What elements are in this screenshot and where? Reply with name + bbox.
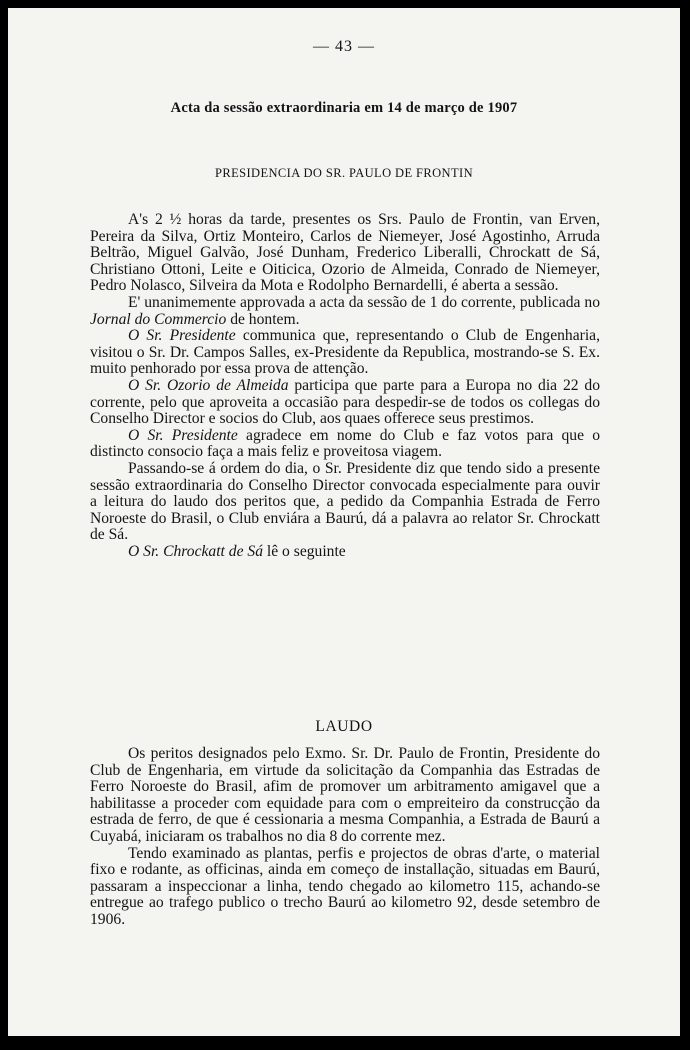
paragraph-president-thanks — [90, 428, 600, 461]
laudo-paragraph: Os peritos designados pelo Exmo. Sr. Dr. Paulo de Frontin, Presidente do Club de Engenharia, em virtude da solicitação da Companhia das Estradas de Ferro Noroeste do Brasil, afim de promover um arbitramento amigavel que a habilitasse a proceder com equidade para com o empreiteiro da construcção da estrada de ferro, de que é cessionaria a mesma Companhia, a Estrada de Baurú a Cuyabá, iniciaram os trabalhos no dia 8 do corrente mez. — [90, 745, 600, 845]
speaker-name: O Sr. Presidente — [128, 327, 236, 345]
paragraph-text: de hontem. — [226, 310, 300, 328]
paragraph-text: participa que parte para a Europa no dia 22 do corrente, pelo que aproveita a occasião para despedir-se de todos os collegas do Conselho Director e socios do Club, aos quaes offerece seus prestimos. — [90, 376, 601, 428]
document-page — [8, 8, 680, 1036]
paragraph-text: lê o seguinte — [263, 542, 346, 560]
paragraph-order-of-day — [90, 461, 600, 544]
paragraph-attendance — [90, 212, 600, 295]
session-title: Acta da sessão extraordinaria em 14 de março de 1907 — [170, 100, 518, 116]
paragraph-text: communica que, representando o Club de Engenharia, visitou o Sr. Dr. Campos Salles, ex-Presidente da Republica, mostrando-se S. Ex. muito penhorado por essa prova de attenção. — [90, 327, 600, 378]
laudo-paragraph: Tendo examinado as plantas, perfis e projectos de obras d'arte, o material fixo e rodante, as officinas, ainda em começo de installação, situadas em Baurú, passaram a inspeccionar a linha, tendo chegado ao kilometro 115, achando-se entregue ao trafego publico o trecho Baurú ao kilometro 92, desde setembro de 1906. — [90, 844, 600, 928]
paragraph-text: E' unanimemente approvada a acta da sessão de 1 do corrente, publicada no — [128, 293, 600, 311]
speaker-name: O Sr. Presidente — [128, 426, 238, 444]
page-number: — 43 — — [313, 38, 375, 55]
speaker-name: O Sr. Ozorio de Almeida — [128, 376, 289, 394]
paragraph-approval — [90, 295, 600, 328]
laudo-heading: LAUDO — [315, 718, 373, 735]
laudo-body — [90, 746, 600, 929]
paragraph-text: agradece em nome do Club e faz votos para que o distincto consocio faça a mais feliz e proveitosa viagem. — [90, 426, 600, 461]
presidency-heading: PRESIDENCIA DO SR. PAULO DE FRONTIN — [214, 166, 473, 180]
paragraph-chrockatt — [90, 544, 600, 561]
newspaper-name: Jornal do Commercio — [90, 310, 227, 328]
speaker-name: O Sr. Chrockatt de Sá — [128, 542, 263, 560]
paragraph-president-communication — [90, 328, 600, 378]
paragraph-text: Passando-se á ordem do dia, o Sr. Presidente diz que tendo sido a presente sessão extraordinaria do Conselho Director convocada especialmente para ouvir a leitura do laudo dos peritos que, a pedido da Companhia Estrada de Ferro Noroeste do Brasil, o Club enviára a Baurú, dá a palavra ao relator Sr. Chrockatt de Sá. — [90, 459, 600, 544]
minutes-body — [90, 212, 600, 560]
paragraph-ozorio — [90, 378, 600, 428]
paragraph-text: A's 2 ½ horas da tarde, presentes os Srs. Paulo de Frontin, van Erven, Pereira da Silva, Ortiz Monteiro, Carlos de Niemeyer, José Agostinho, Arruda Beltrão, Miguel Galvão, José Dunham, Frederico Liberalli, Chrockatt de Sá, Christiano Ottoni, Leite e Oiticica, Ozorio de Almeida, Conrado de Niemeyer, Pedro Nolasco, Silveira da Mota e Rodolpho Bernardelli, é aberta a sessão. — [90, 211, 600, 295]
